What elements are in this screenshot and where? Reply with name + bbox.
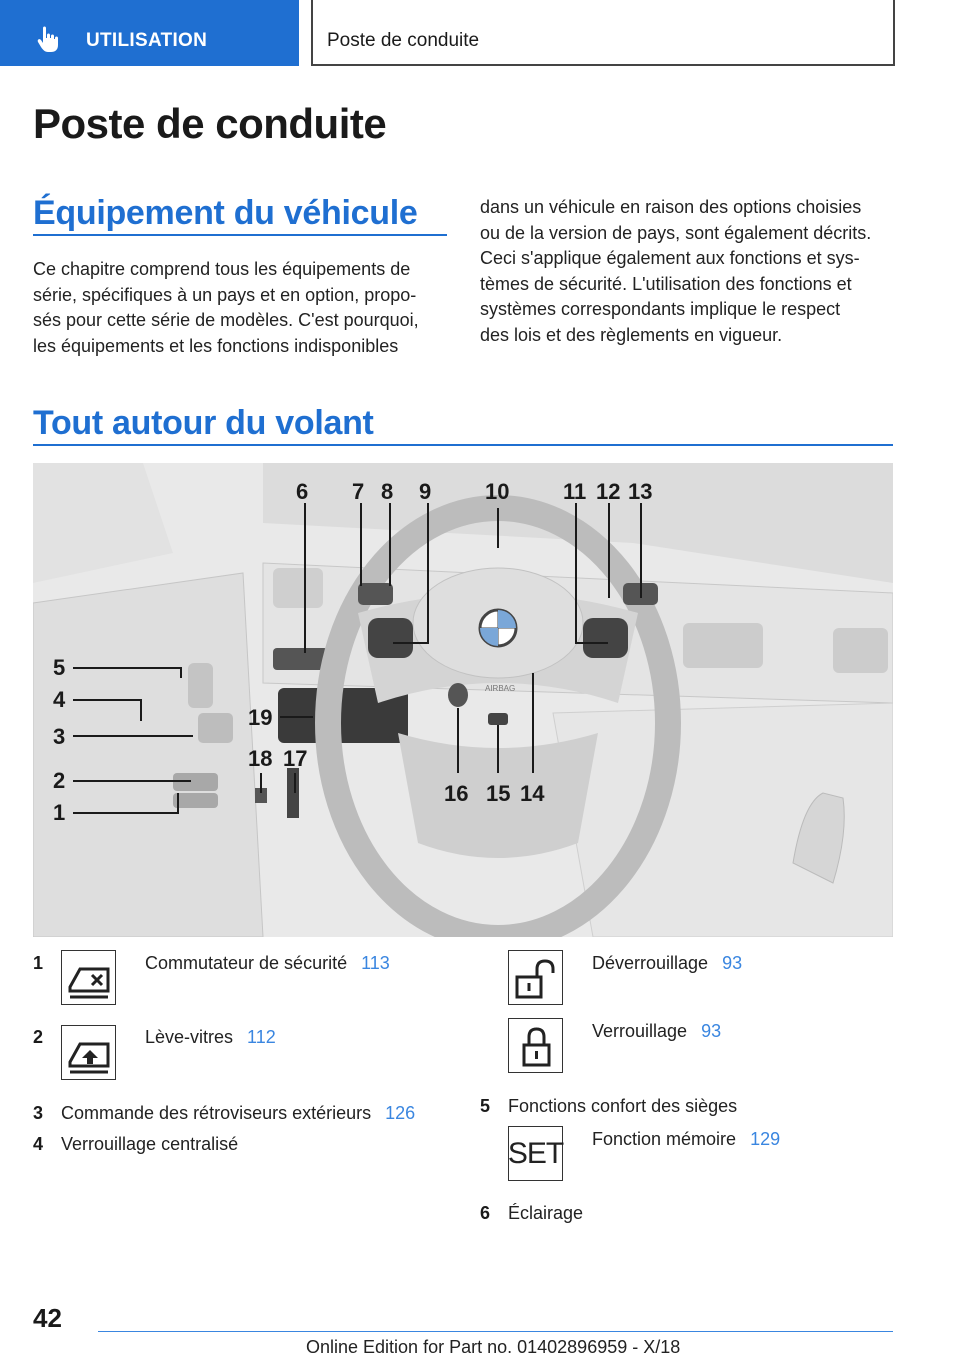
callout-11: 11 bbox=[563, 479, 587, 504]
page-link[interactable]: 93 bbox=[722, 953, 743, 973]
legend-item-3 bbox=[61, 1103, 415, 1124]
footer-rule bbox=[98, 1331, 893, 1332]
cockpit-illustration bbox=[33, 463, 893, 937]
legend-item-2 bbox=[145, 1027, 276, 1048]
legend-num: 5 bbox=[480, 1096, 491, 1116]
unlock-icon bbox=[508, 950, 563, 1005]
set-icon-label: SET bbox=[507, 1136, 564, 1170]
callout-10: 10 bbox=[485, 479, 510, 504]
text-line: tèmes de sécurité. L'utilisation des fonctions et bbox=[480, 273, 852, 294]
callout-18: 18 bbox=[248, 746, 273, 771]
legend-text: Commutateur de sécurité bbox=[145, 953, 348, 973]
legend-text: Lève-vitres bbox=[145, 1027, 234, 1047]
section-tab[interactable] bbox=[0, 0, 299, 66]
text-line: dans un véhicule en raison des options choisies bbox=[480, 197, 862, 217]
text-line: systèmes correspondants implique le respect bbox=[480, 299, 841, 319]
text-line: Ceci s'applique également aux fonctions et sys- bbox=[480, 248, 860, 268]
legend-text: Verrouillage bbox=[592, 1021, 688, 1041]
paragraph-left bbox=[33, 257, 419, 359]
callout-16: 16 bbox=[444, 781, 469, 806]
callout-9: 9 bbox=[419, 479, 432, 504]
text-line: ou de la version de pays, sont également décrits. bbox=[480, 222, 872, 243]
legend-item-memory bbox=[592, 1129, 780, 1150]
callout-3: 3 bbox=[53, 724, 66, 749]
legend-item-5: Fonctions confort des sièges bbox=[508, 1096, 738, 1116]
callout-17: 17 bbox=[283, 746, 308, 771]
callout-15: 15 bbox=[486, 781, 511, 806]
text-line: les équipements et les fonctions indisponibles bbox=[33, 335, 399, 356]
window-lock-icon bbox=[61, 950, 116, 1005]
section-rule bbox=[33, 234, 447, 236]
callout-6: 6 bbox=[296, 479, 309, 504]
lock-icon bbox=[508, 1018, 563, 1073]
text-line: série, spécifiques à un pays et en option, propo- bbox=[33, 284, 417, 305]
callout-2: 2 bbox=[53, 768, 66, 793]
legend-text: Déverrouillage bbox=[592, 953, 709, 973]
window-lift-icon bbox=[61, 1025, 116, 1080]
legend-text: Fonction mémoire bbox=[592, 1129, 737, 1149]
legend-item-6: Éclairage bbox=[508, 1203, 584, 1223]
legend-text: Commande des rétroviseurs extérieurs bbox=[61, 1103, 372, 1123]
airbag-label: AIRBAG bbox=[485, 684, 516, 693]
page-link[interactable]: 93 bbox=[701, 1021, 722, 1041]
chapter-header bbox=[311, 0, 895, 66]
callout-7: 7 bbox=[352, 479, 365, 504]
legend-num: 6 bbox=[480, 1203, 491, 1223]
callout-5: 5 bbox=[53, 655, 66, 680]
legend-item-unlock bbox=[592, 953, 742, 974]
page-link[interactable]: 113 bbox=[361, 953, 390, 973]
legend-item-1 bbox=[145, 953, 390, 974]
chapter-label: Poste de conduite bbox=[327, 30, 480, 51]
callout-14: 14 bbox=[520, 781, 545, 806]
section-rule bbox=[33, 444, 893, 446]
callout-13: 13 bbox=[628, 479, 653, 504]
page-link[interactable]: 126 bbox=[385, 1103, 416, 1123]
page-title: Poste de conduite bbox=[33, 100, 387, 147]
paragraph-right bbox=[480, 195, 871, 348]
legend-num: 4 bbox=[33, 1134, 44, 1154]
legend-num: 2 bbox=[33, 1027, 44, 1047]
section-label: UTILISATION bbox=[86, 30, 208, 51]
page-link[interactable]: 129 bbox=[750, 1129, 781, 1149]
callout-8: 8 bbox=[381, 479, 394, 504]
page-number: 42 bbox=[33, 1303, 62, 1333]
callout-12: 12 bbox=[596, 479, 621, 504]
section-heading-equipment: Équipement du véhicule bbox=[33, 194, 418, 232]
legend-num: 3 bbox=[33, 1103, 44, 1123]
text-line: sés pour cette série de modèles. C'est pourquoi, bbox=[33, 310, 419, 330]
section-heading-steering: Tout autour du volant bbox=[33, 404, 374, 442]
callout-19: 19 bbox=[248, 705, 273, 730]
legend-item-4: Verrouillage centralisé bbox=[61, 1134, 239, 1154]
callout-4: 4 bbox=[53, 687, 66, 712]
footer-edition: Online Edition for Part no. 01402896959 - X/18 bbox=[306, 1337, 681, 1357]
page-link[interactable]: 112 bbox=[247, 1027, 276, 1047]
callout-1: 1 bbox=[53, 800, 66, 825]
text-line: des lois et des règlements en vigueur. bbox=[480, 324, 783, 345]
legend-item-lock bbox=[592, 1021, 721, 1042]
cockpit-drawing bbox=[33, 463, 893, 937]
legend-num: 1 bbox=[33, 953, 44, 973]
pointing-hand-icon bbox=[34, 24, 64, 54]
text-line: Ce chapitre comprend tous les équipements de bbox=[33, 259, 411, 279]
set-button-icon bbox=[508, 1126, 563, 1181]
